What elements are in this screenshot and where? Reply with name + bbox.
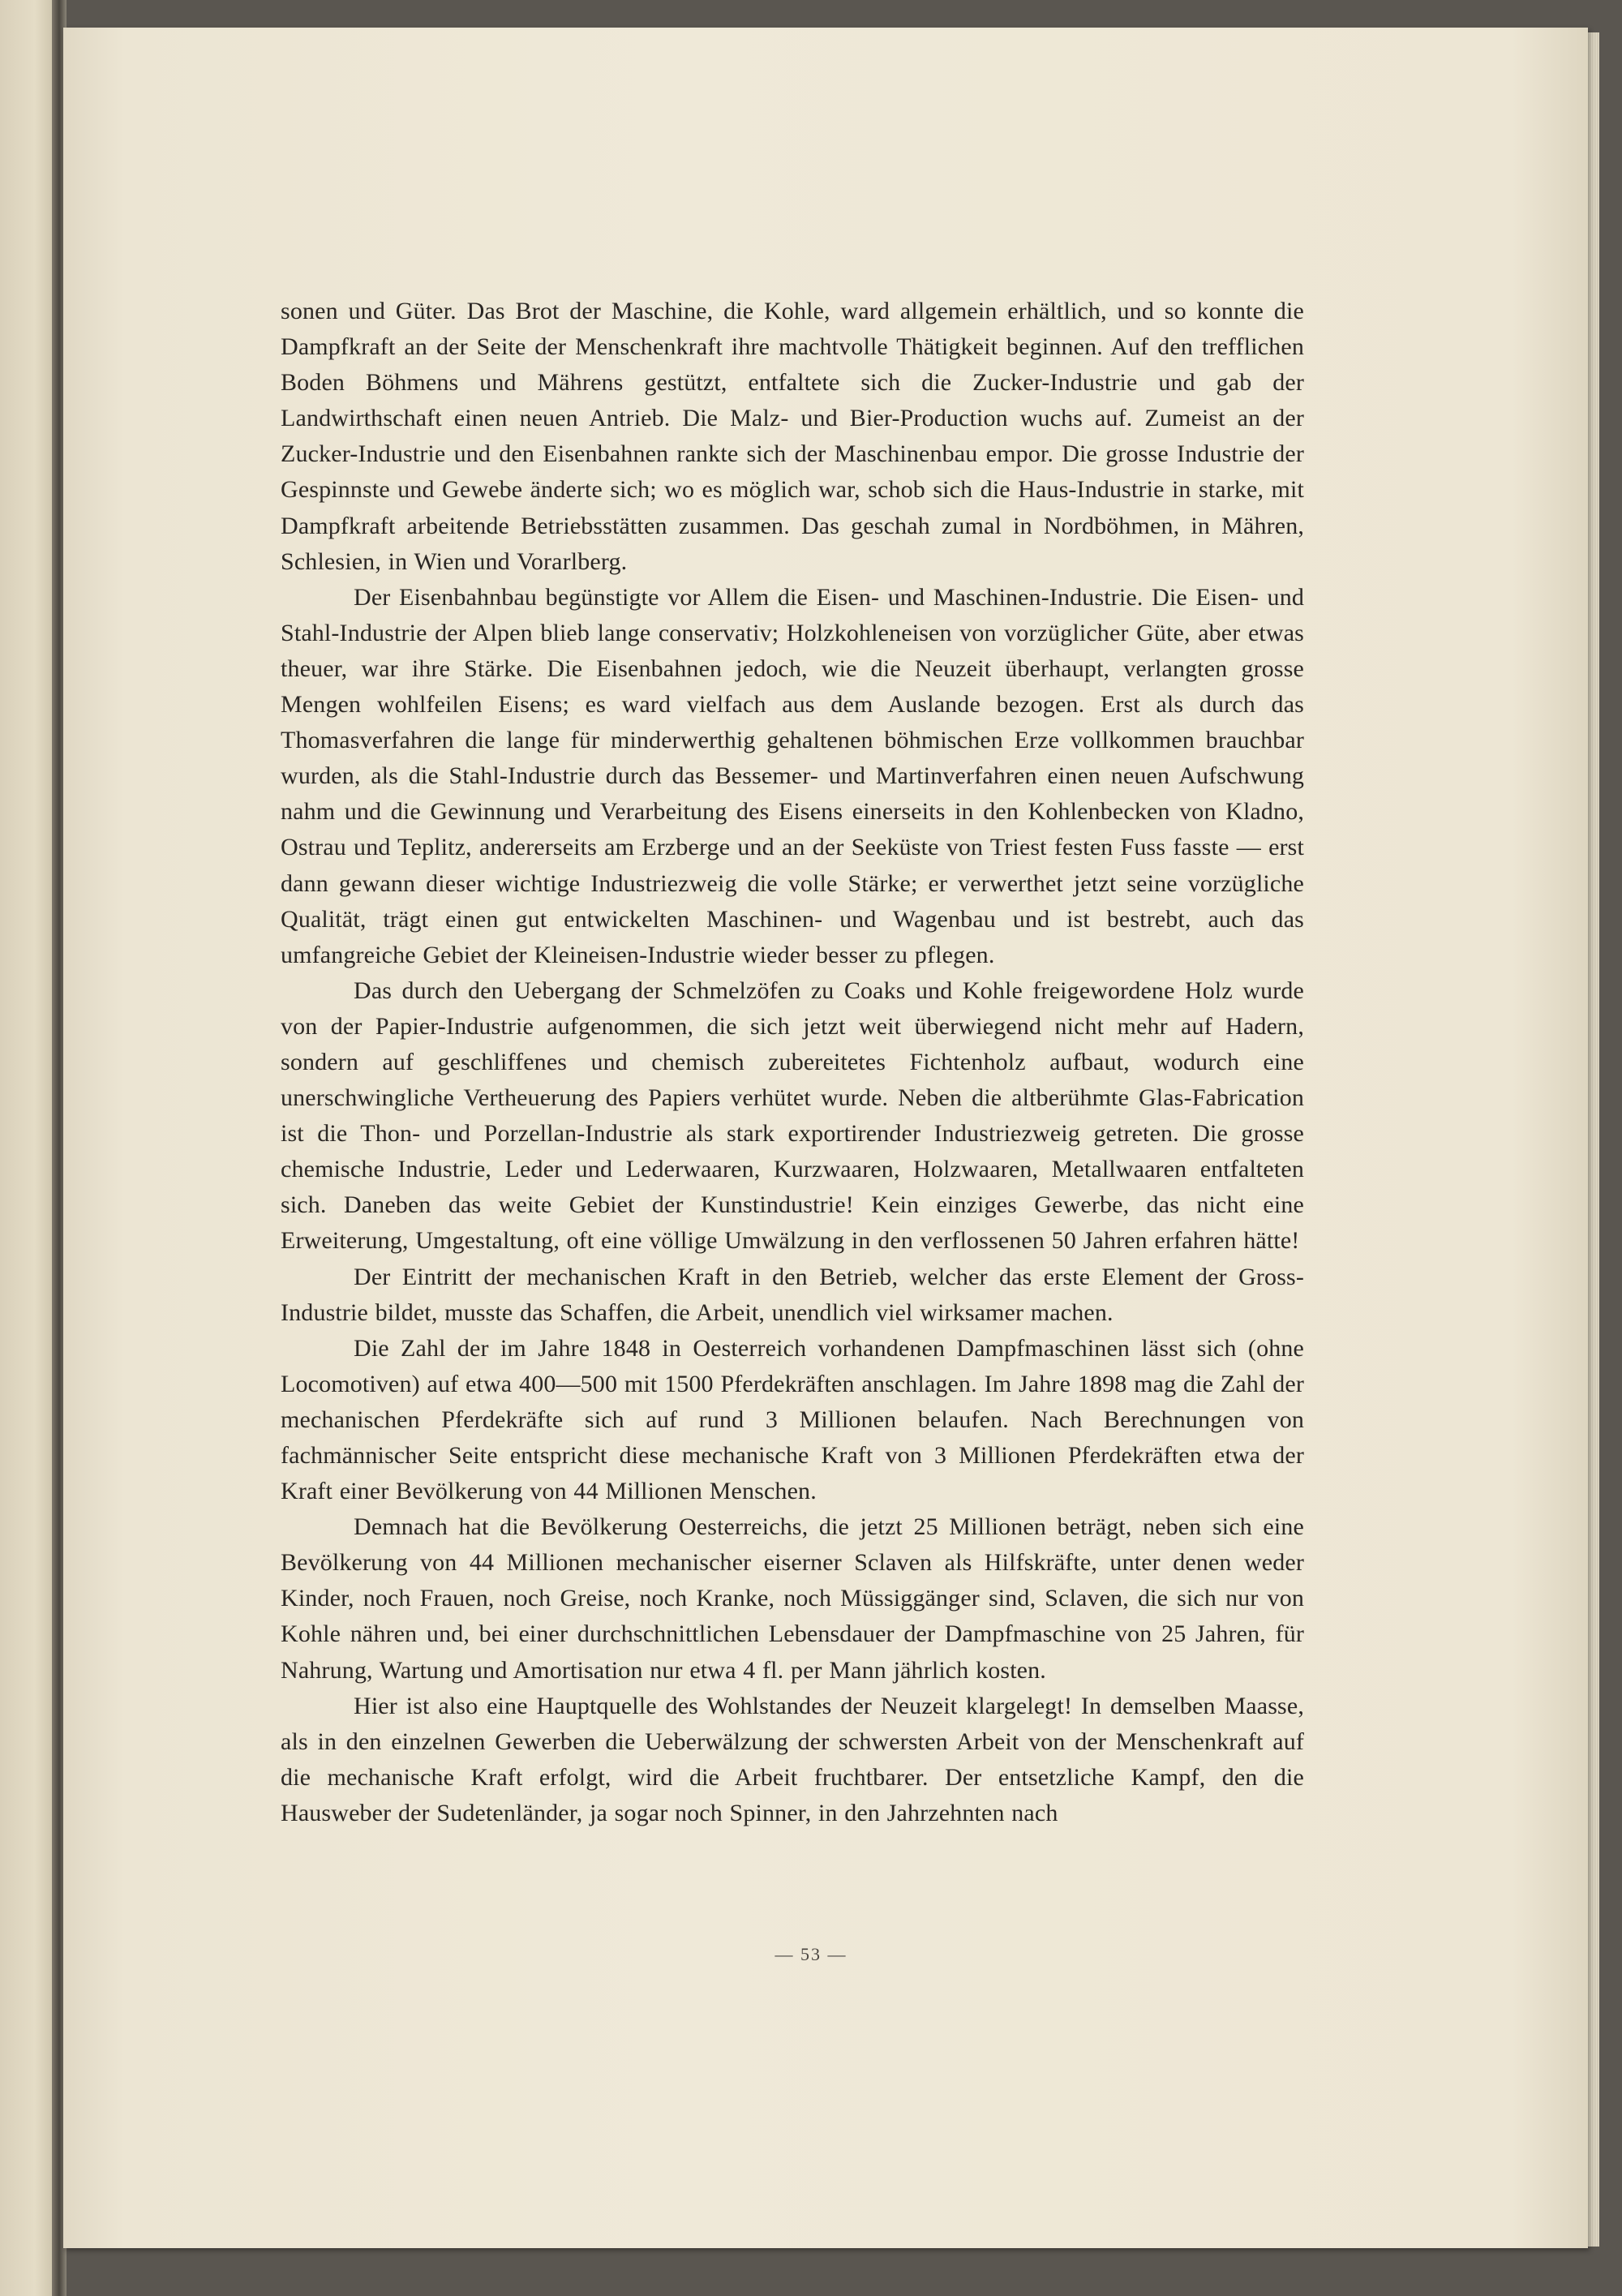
facing-page-edge — [0, 0, 58, 2296]
paragraph-mechanical-force: Der Eintritt der mechanischen Kraft in den Betrieb, welcher das erste Element der Gross-Industrie bildet, musste das Schaffen, die Arbeit, unendlich viel wirksamer machen. — [281, 1263, 1304, 1326]
paragraph-steam-engines: Die Zahl der im Jahre 1848 in Oesterreich vorhandenen Dampfmaschinen lässt sich (ohne Locomotiven) auf etwa 400—500 mit 1500 Pferdekräften anschlagen. Im Jahre 1898 mag die Zahl der mechanischen Pferdekräfte sich auf rund 3 Millionen belaufen. Nach Berechnungen von fachmännischer Seite entspricht diese mechanische Kraft von 3 Millionen Pferdekräften etwa der Kraft einer Bevölkerung von 44 Millionen Menschen. — [281, 1334, 1304, 1505]
paragraph-prosperity: Hier ist also eine Hauptquelle des Wohlstandes der Neuzeit klargelegt! In demselben Maasse, als in den einzelnen Gewerben die Ueberwälzung der schwersten Arbeit von der Menschenkraft auf die mechanische Kraft erfolgt, wird die Arbeit fruchtbarer. Der entsetzliche Kampf, den die Hausweber der Sudetenländer, ja sogar noch Spinner, in den Jahrzehnten nach — [281, 1692, 1304, 1826]
paragraph-continuation: sonen und Güter. Das Brot der Maschine, die Kohle, ward allgemein erhältlich, und so konnte die Dampfkraft an der Seite der Menschenkraft ihre machtvolle Thätigkeit beginnen. Auf den trefflichen Boden Böhmens und Mährens gestützt, entfaltete sich die Zucker-Industrie und gab der Landwirthschaft einen neuen Antrieb. Die Malz- und Bier-Production wuchs auf. Zumeist an der Zucker-Industrie und den Eisenbahnen rankte sich der Maschinenbau empor. Die grosse Industrie der Gespinnste und Gewebe änderte sich; wo es möglich war, schob sich die Haus-Industrie in starke, mit Dampfkraft arbeitende Betriebsstätten zusammen. Das geschah zumal in Nordböhmen, in Mähren, Schlesien, in Wien und Vorarlberg. — [281, 298, 1304, 575]
page-number: — 53 — — [775, 1944, 847, 1964]
page-stack-edge — [1588, 32, 1599, 2247]
paragraph-iron-industry: Der Eisenbahnbau begünstigte vor Allem die Eisen- und Maschinen-Industrie. Die Eisen- und Stahl-Industrie der Alpen blieb lange conservativ; Holzkohleneisen von vorzüglicher Güte, aber etwas theuer, war ihre Stärke. Die Eisenbahnen jedoch, wie die Neuzeit überhaupt, verlangten grosse Mengen wohlfeilen Eisens; es ward vielfach aus dem Auslande bezogen. Erst als durch das Thomasverfahren die lange für minderwerthig gehaltenen böhmischen Erze vollkommen brauchbar wurden, als die Stahl-Industrie durch das Bessemer- und Martinverfahren einen neuen Aufschwung nahm und die Gewinnung und Verarbeitung des Eisens einerseits in den Kohlenbecken von Kladno, Ostrau und Teplitz, andererseits am Erzberge und an der Seeküste von Triest festen Fuss fasste — erst dann gewann dieser wichtige Industriezweig die volle Stärke; er verwerthet jetzt seine vorzügliche Qualität, trägt einen gut entwickelten Maschinen- und Wagenbau und ist bestrebt, auch das umfangreiche Gebiet der Kleineisen-Industrie wieder besser zu pflegen. — [281, 583, 1304, 968]
body-text — [281, 294, 1304, 1831]
paragraph-population: Demnach hat die Bevölkerung Oesterreichs, die jetzt 25 Millionen beträgt, neben sich eine Bevölkerung von 44 Millionen mechanischer eiserner Sclaven als Hilfskräfte, unter denen weder Kinder, noch Frauen, noch Greise, noch Kranke, noch Müssiggänger sind, Sclaven, die sich nur von Kohle nähren und, bei einer durchschnittlichen Lebensdauer der Dampfmaschine von 25 Jahren, für Nahrung, Wartung und Amortisation nur etwa 4 fl. per Mann jährlich kosten. — [281, 1513, 1304, 1684]
paragraph-paper-industry: Das durch den Uebergang der Schmelzöfen zu Coaks und Kohle freigewordene Holz wurde von der Papier-Industrie aufgenommen, die sich jetzt weit überwiegend nicht mehr auf Hadern, sondern auf geschliffenes und chemisch zubereitetes Fichtenholz aufbaut, wodurch eine unerschwingliche Vertheuerung des Papiers verhütet wurde. Neben die altberühmte Glas-Fabrication ist die Thon- und Porzellan-Industrie als stark exportirender Industriezweig getreten. Die grosse chemische Industrie, Leder und Lederwaaren, Kurzwaaren, Holzwaaren, Metallwaaren entfalteten sich. Daneben das weite Gebiet der Kunstindustrie! Kein einziges Gewerbe, das nicht eine Erweiterung, Umgestaltung, oft eine völlige Umwälzung in den verflossenen 50 Jahren erfahren hätte! — [281, 976, 1304, 1255]
